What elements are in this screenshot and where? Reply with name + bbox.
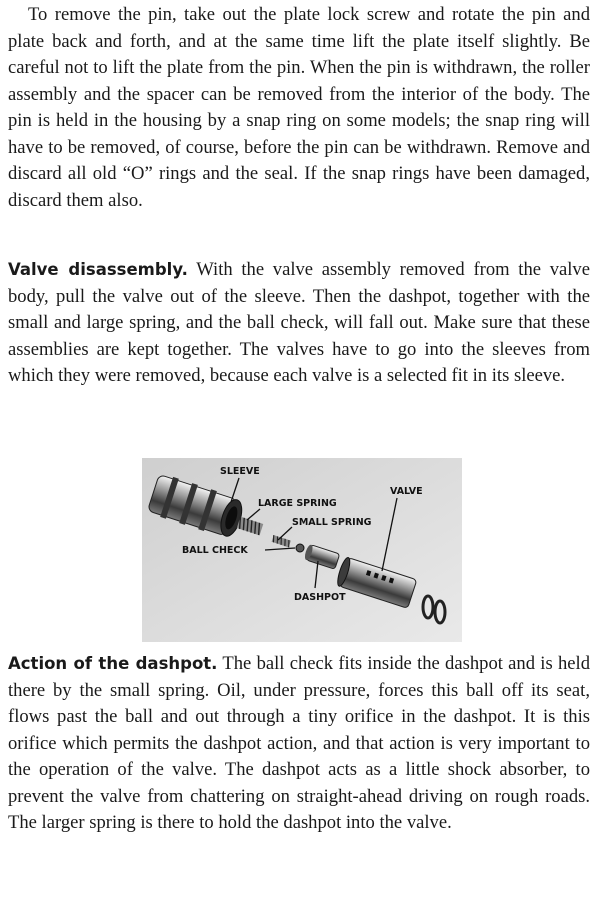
ball-check-part <box>296 544 304 552</box>
label-valve: VALVE <box>390 486 423 497</box>
label-sleeve: SLEEVE <box>220 466 260 477</box>
label-ball-check: BALL CHECK <box>182 545 248 556</box>
label-large-spring: LARGE SPRING <box>258 498 337 509</box>
valve-parts-photo <box>142 458 462 642</box>
paragraph-pin-removal <box>8 2 590 214</box>
label-dashpot: DASHPOT <box>294 592 346 603</box>
paragraph-valve-disassembly <box>8 257 590 390</box>
section-heading-dashpot-action: Action of the dashpot. <box>8 654 218 673</box>
paragraph-dashpot-action <box>8 651 590 837</box>
label-small-spring: SMALL SPRING <box>292 517 372 528</box>
paragraph-text: With the valve assembly removed from the valve body, pull the valve out of the sleeve. Then the dashpot, together with the small and large spring, and the ball check, will fall out. Make sure that these assemblies are kept together. The valves have to go into the sleeves from which they were removed, because each valve is a selected fit in its sleeve. <box>8 259 590 386</box>
paragraph-text: To remove the pin, take out the plate lock screw and rotate the pin and plate back and forth, and at the same time lift the plate itself slightly. Be careful not to lift the plate from the pin. When the pin is withdrawn, the roller assembly and the spacer can be removed from the interior of the body. The pin is held in the housing by a snap ring on some models; the snap ring will have to be removed, of course, before the pin can be withdrawn. Remove and discard all old “O” rings and the seal. If the snap rings have been damaged, discard them also. <box>8 4 590 211</box>
section-heading-valve-disassembly: Valve disassembly. <box>8 260 188 279</box>
paragraph-text: The ball check fits inside the dashpot and is held there by the small spring. Oil, under pressure, forces this ball off its seat, flows past the ball and out through a tiny orifice in the dashpot. It is this orifice which permits the dashpot action, and that action is very important to the operation of the valve. The dashpot acts as a little shock absorber, to prevent the valve from chattering on straight-ahead driving on rough roads. The larger spring is there to hold the dashpot into the valve. <box>8 653 590 833</box>
